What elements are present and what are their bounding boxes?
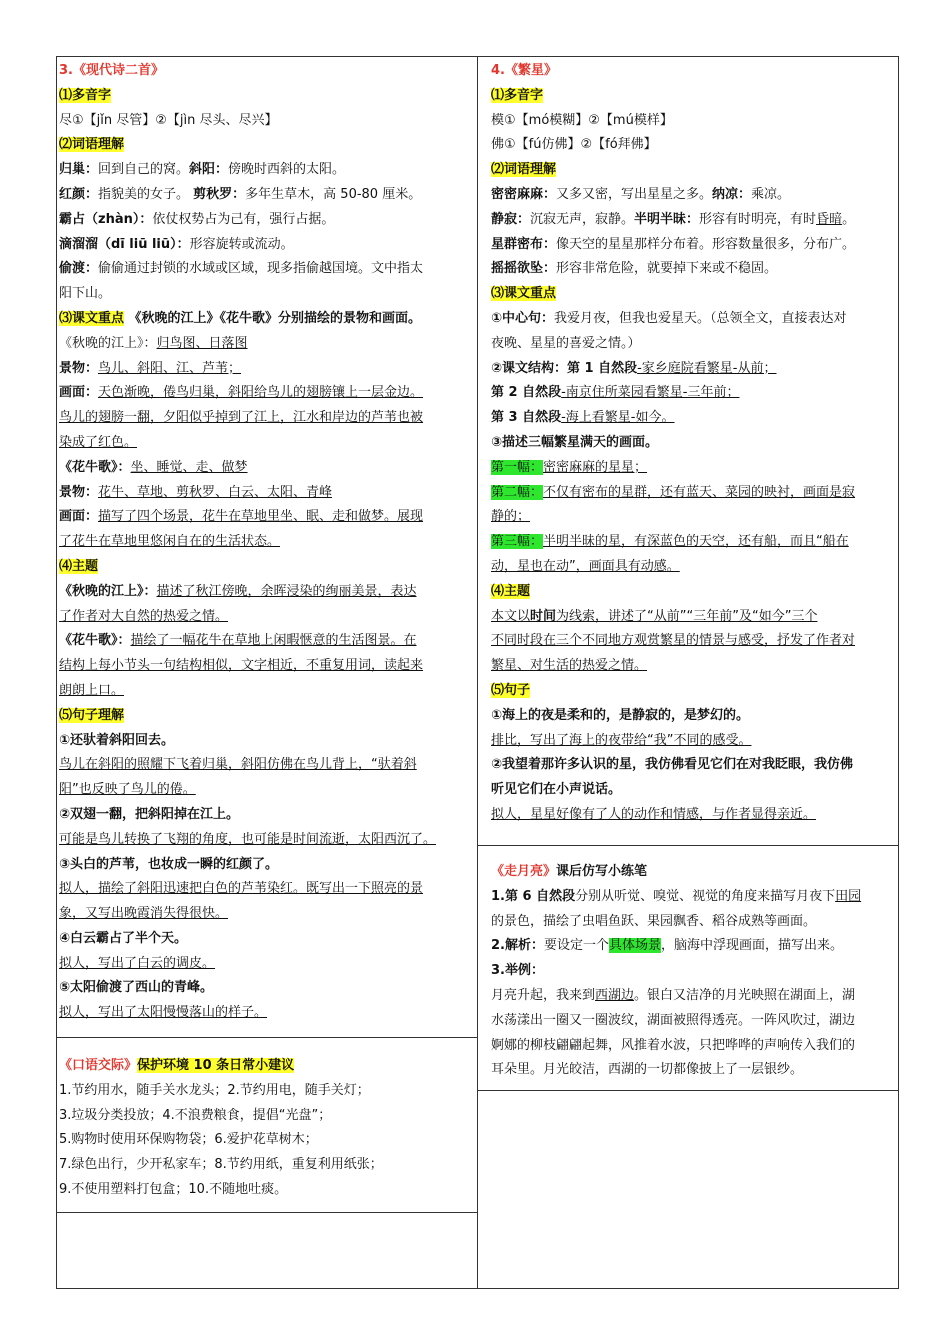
text-line: ⑶课文重点 《秋晚的江上》《花牛歌》分别描绘的景物和画面。	[59, 310, 422, 326]
text-line: 第 2 自然段-南京住所菜园看繁星-三年前；	[491, 385, 740, 401]
left-bottom-divider	[56, 1212, 477, 1213]
subheading: ⑴多音字	[59, 87, 112, 103]
text-line: 佛①【fú仿佛】②【fó拜佛】	[491, 137, 657, 153]
text-line: 偷渡：偷偷通过封锁的水域或区域，现多指偷越国境。文中指太	[59, 261, 424, 277]
section-title: 《口语交际》	[59, 1058, 138, 1073]
text-line: 阳下山。	[59, 286, 112, 302]
subheading: ⑷主题	[59, 558, 99, 574]
sentence-quote: ①还驮着斜阳回去。	[59, 732, 175, 748]
text-line: 静的；	[491, 509, 531, 525]
subheading: ⑷主题	[491, 583, 531, 599]
list-item: 9.不使用塑料打包盒；10.不随地吐痰。	[59, 1181, 288, 1197]
text-line: 景物：鸟儿、斜阳、江、芦苇；	[59, 360, 242, 376]
text-line: 婀娜的柳枝翩翩起舞，风推着水波，只把哗哗的声响传入我们的	[491, 1037, 856, 1053]
text-line: 星群密布：像天空的星星那样分布着。形容数量很多，分布广。	[491, 236, 856, 252]
text-line: ③描述三幅繁星满天的画面。	[491, 434, 659, 450]
subheading: ⑸句子理解	[59, 707, 125, 723]
text-line: 鸟儿的翅膀一翻，夕阳似乎掉到了江上，江水和岸边的芦苇也被	[59, 410, 424, 426]
text-line: 月亮升起，我来到西湖边。银白又洁净的月光映照在湖面上，湖	[491, 987, 856, 1003]
text-line: 鸟儿在斜阳的照耀下飞着归巢，斜阳仿佛在鸟儿背上，“驮着斜	[59, 757, 417, 773]
text-line: 动，星也在动”，画面具有动感。	[491, 558, 680, 574]
text-line: 画面：天色渐晚，倦鸟归巢，斜阳给鸟儿的翅膀镶上一层金边。	[59, 385, 424, 401]
sentence-quote: ①海上的夜是柔和的，是静寂的，是梦幻的。	[491, 707, 750, 723]
sentence-quote: ④白云霸占了半个天。	[59, 930, 188, 946]
text-line: 排比，写出了海上的夜带给“我”不同的感受。	[491, 732, 752, 748]
text-line: 象，又写出晚霞消失得很快。	[59, 906, 229, 922]
text-line: 第 3 自然段-海上看繁星-如今。	[491, 410, 675, 426]
text-line: 画面：描写了四个场景，花牛在草地里坐、眠、走和做梦。展现	[59, 509, 424, 525]
text-line: 可能是鸟儿转换了飞翔的角度，也可能是时间流逝，太阳西沉了。	[59, 831, 437, 847]
section-title: 3.《现代诗二首》	[59, 63, 164, 78]
text-line: 夜晚、星星的喜爱之情。）	[491, 335, 641, 351]
text-line: 静寂：沉寂无声，寂静。半明半昧：形容有时明亮，有时昏暗。	[491, 211, 856, 227]
right-section-moon	[491, 860, 895, 1083]
sentence-quote: ②双翅一翻，把斜阳掉在江上。	[59, 806, 240, 822]
left-section-divider	[56, 1037, 477, 1038]
text-line: 第三幅：半明半昧的星，有深蓝色的天空，还有船，而且“船在	[491, 534, 849, 550]
sentence-quote: ③头白的芦苇，也妆成一瞬的红颜了。	[59, 856, 279, 872]
text-line: 3.举例：	[491, 963, 544, 979]
text-line: 结构上每小节头一句结构相似，文字相近，不重复用词，读起来	[59, 658, 424, 674]
text-line: 尽①【jǐn 尽管】②【jìn 尽头、尽兴】	[59, 112, 278, 128]
text-line: 第一幅：密密麻麻的星星；	[491, 459, 648, 475]
text-line: 拟人，写出了太阳慢慢落山的样子。	[59, 1005, 268, 1021]
text-line: 染成了红色。	[59, 434, 138, 450]
text-line: 不同时段在三个不同地方观赏繁星的情景与感受，抒发了作者对	[491, 633, 856, 649]
list-item: 7.绿色出行，少开私家车；8.节约用纸，重复利用纸张；	[59, 1157, 383, 1173]
sentence-quote: 听见它们在小声说话。	[491, 782, 622, 798]
subheading: ⑸句子	[491, 682, 531, 698]
text-line: 了花牛在草地里悠闲自在的生活状态。	[59, 534, 281, 550]
text-line: 密密麻麻：又多又密，写出星星之多。纳凉：乘凉。	[491, 186, 791, 202]
section-title: 4.《繁星》	[491, 63, 557, 78]
text-line: 1.第 6 自然段分别从听觉、嗅觉、视觉的角度来描写月夜下田园	[491, 888, 862, 904]
text-line: 滴溜溜（dī liū liū）：形容旋转或流动。	[59, 236, 294, 252]
text-line: 本文以时间为线索，讲述了“从前”“三年前”及“如今”三个	[491, 608, 818, 624]
subheading: ⑴多音字	[491, 87, 544, 103]
sentence-quote: ②我望着那许多认识的星，我仿佛看见它们在对我眨眼，我仿佛	[491, 757, 854, 773]
subheading: ⑵词语理解	[59, 137, 125, 153]
text-line: 朗朗上口。	[59, 682, 125, 698]
text-line: 耳朵里。月光皎洁，西湖的一切都像披上了一层银纱。	[491, 1062, 804, 1078]
text-line: 红颜：指貌美的女子。 剪秋罗：多年生草木，高 50-80 厘米。	[59, 186, 422, 202]
text-line: 归巢：回到自己的窝。斜阳：傍晚时西斜的太阳。	[59, 162, 346, 178]
section-subtitle: 保护环境 10 条日常小建议	[137, 1058, 295, 1073]
text-line: 《花牛歌》：坐、睡觉、走、做梦	[59, 459, 248, 475]
text-line: 拟人，写出了白云的调皮。	[59, 955, 216, 971]
text-line: 模①【mó模糊】②【mú模样】	[491, 112, 673, 128]
text-line: 阳”也反映了鸟儿的倦。	[59, 782, 196, 798]
text-line: 霸占（zhàn）：依仗权势占为己有，强行占据。	[59, 211, 335, 227]
right-bottom-divider	[477, 1090, 899, 1091]
text-line: 繁星、对生活的热爱之情。	[491, 658, 648, 674]
right-section-divider	[477, 845, 899, 846]
text-line: 《花牛歌》：描绘了一幅花牛在草地上闲暇惬意的生活图景。在	[59, 633, 417, 649]
list-item: 5.购物时使用环保购物袋；6.爱护花草树木；	[59, 1132, 318, 1148]
text-line: 第二幅：不仅有密布的星群，还有蓝天、菜园的映衬，画面是寂	[491, 484, 856, 500]
subheading: ⑶课文重点	[491, 286, 557, 302]
list-item: 1.节约用水，随手关水龙头；2.节约用电，随手关灯；	[59, 1082, 370, 1098]
section-subtitle: 课后仿写小练笔	[556, 864, 648, 879]
column-divider	[477, 56, 478, 1289]
text-line: 的景色，描绘了虫唱鱼跃、果园飘香、稻谷成熟等画面。	[491, 913, 817, 929]
left-section-oral	[59, 1054, 471, 1203]
text-line: 摇摇欲坠：形容非常危险，就要掉下来或不稳固。	[491, 261, 778, 277]
list-item: 3.垃圾分类投放；4.不浪费粮食，提倡“光盘”；	[59, 1107, 332, 1123]
sentence-quote: ⑤太阳偷渡了西山的青峰。	[59, 980, 214, 996]
text-line: 2.解析：要设定一个具体场景，脑海中浮现画面，描写出来。	[491, 938, 844, 954]
text-line: 《秋晚的江上》：描述了秋江傍晚，余晖浸染的绚丽美景，表达	[59, 583, 417, 599]
section-title: 《走月亮》	[491, 864, 557, 879]
text-line: 《秋晚的江上》：归鸟图、日落图	[59, 335, 248, 351]
text-line: 拟人，星星好像有了人的动作和情感，与作者显得亲近。	[491, 806, 817, 822]
text-line: 了作者对大自然的热爱之情。	[59, 608, 229, 624]
text-line: 景物：花牛、草地、剪秋罗、白云、太阳、青峰	[59, 484, 333, 500]
right-section-stars	[491, 59, 895, 828]
subheading: ⑵词语理解	[491, 162, 557, 178]
text-line: 拟人，描绘了斜阳迅速把白色的芦苇染红。既写出一下照亮的景	[59, 881, 424, 897]
text-line: ①中心句：我爱月夜，但我也爱星天。（总领全文，直接表达对	[491, 310, 847, 326]
text-line: 水荡漾出一圈又一圈波纹，湖面被照得透亮。一阵风吹过，湖边	[491, 1012, 856, 1028]
text-line: ②课文结构：第 1 自然段-家乡庭院看繁星-从前；	[491, 360, 777, 376]
left-section-poems	[59, 59, 471, 1026]
